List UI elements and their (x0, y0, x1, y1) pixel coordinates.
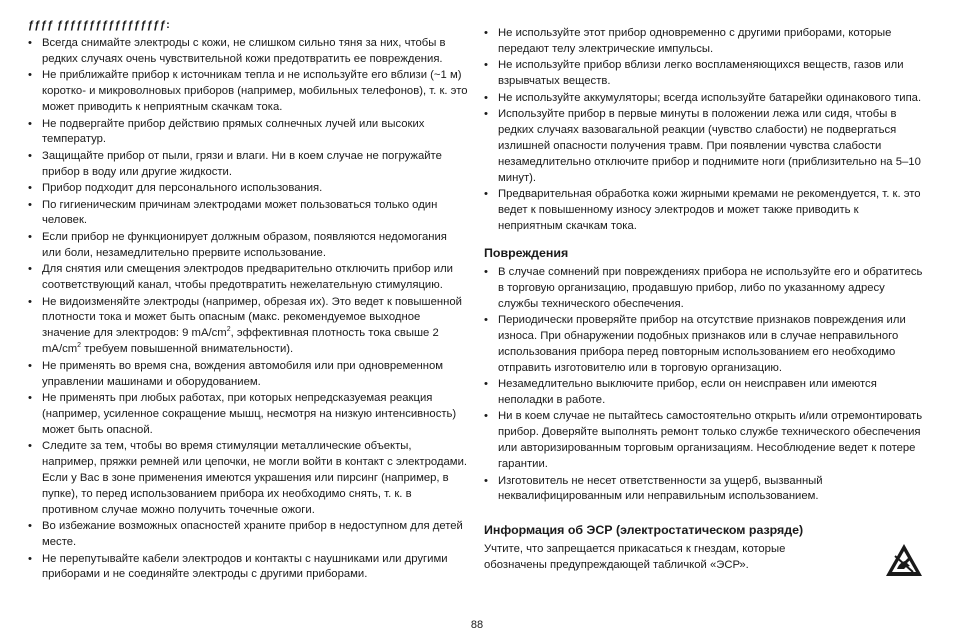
esd-heading: Информация об ЭСР (электростатическом разряде) (484, 523, 804, 538)
damage-list (484, 265, 926, 506)
list-item: • Не используйте прибор вблизи легко воспламеняющихся веществ, газов или взрывчатых веществ. (484, 58, 926, 90)
warning-list-left (28, 36, 468, 583)
list-item-current-density (28, 295, 468, 359)
list-item: • Не перепутывайте кабели электродов и контакты с наушниками или другими приборами и не соединяйте электроды с другими приборами. (28, 552, 468, 584)
list-item: • По гигиеническим причинам электродами может пользоваться только один человек. (28, 198, 468, 230)
esd-warning-icon (884, 542, 924, 578)
list-item: • Не применять при любых работах, при которых непредсказуемая реакция (например, усиленное сокращение мышц, несмотря на низкую интенсивность) может быть опасной. (28, 391, 468, 439)
list-item: • Незамедлительно выключите прибор, если он неисправен или имеются неполадки в работе. (484, 377, 926, 409)
list-item: • Используйте прибор в первые минуты в положении лежа или сидя, чтобы в редких случаях вазовагальной реакции (чувство слабости) не подвергаться излишней опасности получения травм. При появлении чувства слабости незамедлительно отключите прибор и поднимите ноги (приблизительно на 5–10 минут). (484, 107, 926, 187)
section-heading-garbled: ƒƒƒƒ ƒƒƒƒƒƒƒƒƒƒƒƒƒƒƒƒƒ: (28, 19, 171, 31)
list-item: • Во избежание возможных опасностей храните прибор в недоступном для детей месте. (28, 519, 468, 551)
damage-heading: Повреждения (484, 245, 569, 260)
left-column (28, 18, 468, 584)
list-item: • Предварительная обработка кожи жирными кремами не рекомендуется, т. к. это ведет к повышенному износу электродов и может также приводить к неприятным скачкам тока. (484, 187, 926, 235)
list-item: • Не приближайте прибор к источникам тепла и не используйте его вблизи (~1 м) коротко- и микроволновых приборов (например, мобильных телефонов), т. к. это может приводить к неприятным скачкам тока. (28, 68, 468, 116)
list-item: • Не используйте аккумуляторы; всегда используйте батарейки одинакового типа. (484, 91, 926, 107)
esd-text: Учтите, что запрещается прикасаться к гнездам, которые обозначены предупреждающей табличкой «ЭСР». (484, 543, 786, 572)
list-item: • Прибор подходит для персонального использования. (28, 181, 468, 197)
list-item: • Защищайте прибор от пыли, грязи и влаги. Ни в коем случае не погружайте прибор в воду или другие жидкости. (28, 149, 468, 181)
esd-info (484, 542, 926, 574)
list-item: • Всегда снимайте электроды с кожи, не слишком сильно тяня за них, чтобы в редких случаях очень чувствительной кожи предотвратить ее повреждения. (28, 36, 468, 68)
right-column (484, 26, 926, 574)
list-item: • Не подвергайте прибор действию прямых солнечных лучей или высоких температур. (28, 117, 468, 149)
list-item: • Периодически проверяйте прибор на отсутствие признаков повреждения или износа. При обнаружении подобных признаков или в случае неправильного использования прибора перед повторным использованием его необходимо отправить изготовителю или в торговую организацию. (484, 313, 926, 377)
list-item: • Для снятия или смещения электродов предварительно отключить прибор или соответствующий канал, чтобы предотвратить нежелательную стимуляцию. (28, 262, 468, 294)
superscript: 2 (226, 326, 231, 334)
density-text-3: требуем повышенной внимательности). (81, 343, 294, 356)
list-item: • Изготовитель не несет ответственности за ущерб, вызванный неквалифицированным или неправильным использованием. (484, 474, 926, 506)
list-item: • Следите за тем, чтобы во время стимуляции металлические объекты, например, пряжки ремней или цепочки, не могли войти в контакт с электродами. Если у Вас в зоне применения имеются украшения или пирсинг (например, в пупке), то перед использованием прибора их необходимо снять, т. к. в противном случае можно получить точечные ожоги. (28, 439, 468, 519)
superscript: 2 (77, 342, 82, 350)
list-item: • Не используйте этот прибор одновременно с другими приборами, которые передают телу электрические импульсы. (484, 26, 926, 58)
page-number: 88 (470, 619, 484, 631)
density-text-2: , эффективная плотность тока свыше 2 mA/cm (42, 327, 439, 356)
density-text-1: Не видоизменяйте электроды (например, обрезая их). Это ведет к повышенной плотности тока и может быть опасным (макс. рекомендуемое выходное значение для электродов: 9 mA/cm (42, 295, 462, 340)
list-item: • Не применять во время сна, вождения автомобиля или при одновременном управлении машинами и оборудованием. (28, 359, 468, 391)
warning-list-right (484, 26, 926, 235)
list-item: • В случае сомнений при повреждениях прибора не используйте его и обратитесь в торговую организацию, продавшую прибор, либо по указанному адресу службы технического обеспечения. (484, 265, 926, 313)
list-item: • Ни в коем случае не пытайтесь самостоятельно открыть и/или отремонтировать прибор. Доверяйте выполнять ремонт только службе технического обеспечения или авторизированным торговым организациям. Несоблюдение ведет к потере гарантии. (484, 409, 926, 473)
list-item: • Если прибор не функционирует должным образом, появляются недомогания или боли, незамедлительно прервите использование. (28, 230, 468, 262)
